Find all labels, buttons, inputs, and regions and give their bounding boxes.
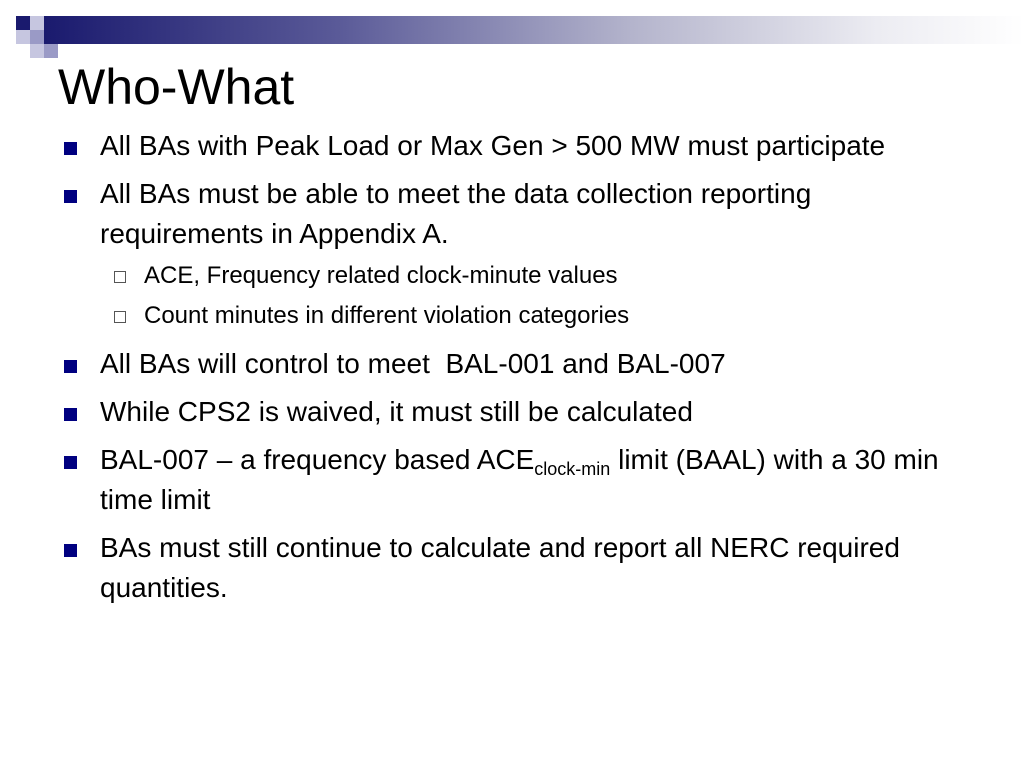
hollow-square-bullet-icon [114, 311, 126, 323]
decorative-square [30, 44, 44, 58]
bullet-item [60, 174, 960, 336]
bullet-item [60, 440, 960, 520]
decorative-square [30, 16, 44, 30]
bullet-list [60, 126, 960, 616]
bullet-text: BAs must still continue to calculate and report all NERC required quantities. [100, 532, 900, 603]
bullet-text: All BAs with Peak Load or Max Gen > 500 MW must participate [100, 130, 886, 161]
sub-bullet-item [100, 296, 960, 336]
header-band [44, 16, 1024, 44]
bullet-item [60, 392, 960, 432]
sub-bullet-list [100, 256, 960, 336]
square-bullet-icon [64, 360, 77, 373]
bullet-text: All BAs must be able to meet the data collection reporting requirements in Appendix A. [100, 178, 812, 249]
bullet-item [60, 126, 960, 166]
bullet-subscript: clock-min [534, 459, 611, 479]
bullet-text: All BAs will control to meet BAL-001 and BAL-007 [100, 348, 726, 379]
decorative-square [58, 0, 72, 16]
bullet-item [60, 528, 960, 608]
square-bullet-icon [64, 142, 77, 155]
decorative-square [16, 30, 30, 44]
sub-bullet-text: ACE, Frequency related clock-minute values [144, 262, 618, 289]
slide-title: Who-What [58, 59, 295, 115]
hollow-square-bullet-icon [114, 271, 126, 283]
sub-bullet-text: Count minutes in different violation categories [144, 302, 630, 329]
sub-bullet-item [100, 256, 960, 296]
square-bullet-icon [64, 544, 77, 557]
square-bullet-icon [64, 408, 77, 421]
bullet-text-after: limit (BAAL) with a 30 min time limit [100, 444, 947, 515]
decorative-square [16, 16, 30, 30]
decorative-square [30, 30, 44, 44]
square-bullet-icon [64, 190, 77, 203]
bullet-text-before: BAL-007 – a frequency based ACE [100, 444, 535, 475]
square-bullet-icon [64, 456, 77, 469]
decorative-square [44, 44, 58, 58]
decorative-square [2, 30, 16, 44]
bullet-text: While CPS2 is waived, it must still be calculated [100, 396, 693, 427]
bullet-item [60, 344, 960, 384]
